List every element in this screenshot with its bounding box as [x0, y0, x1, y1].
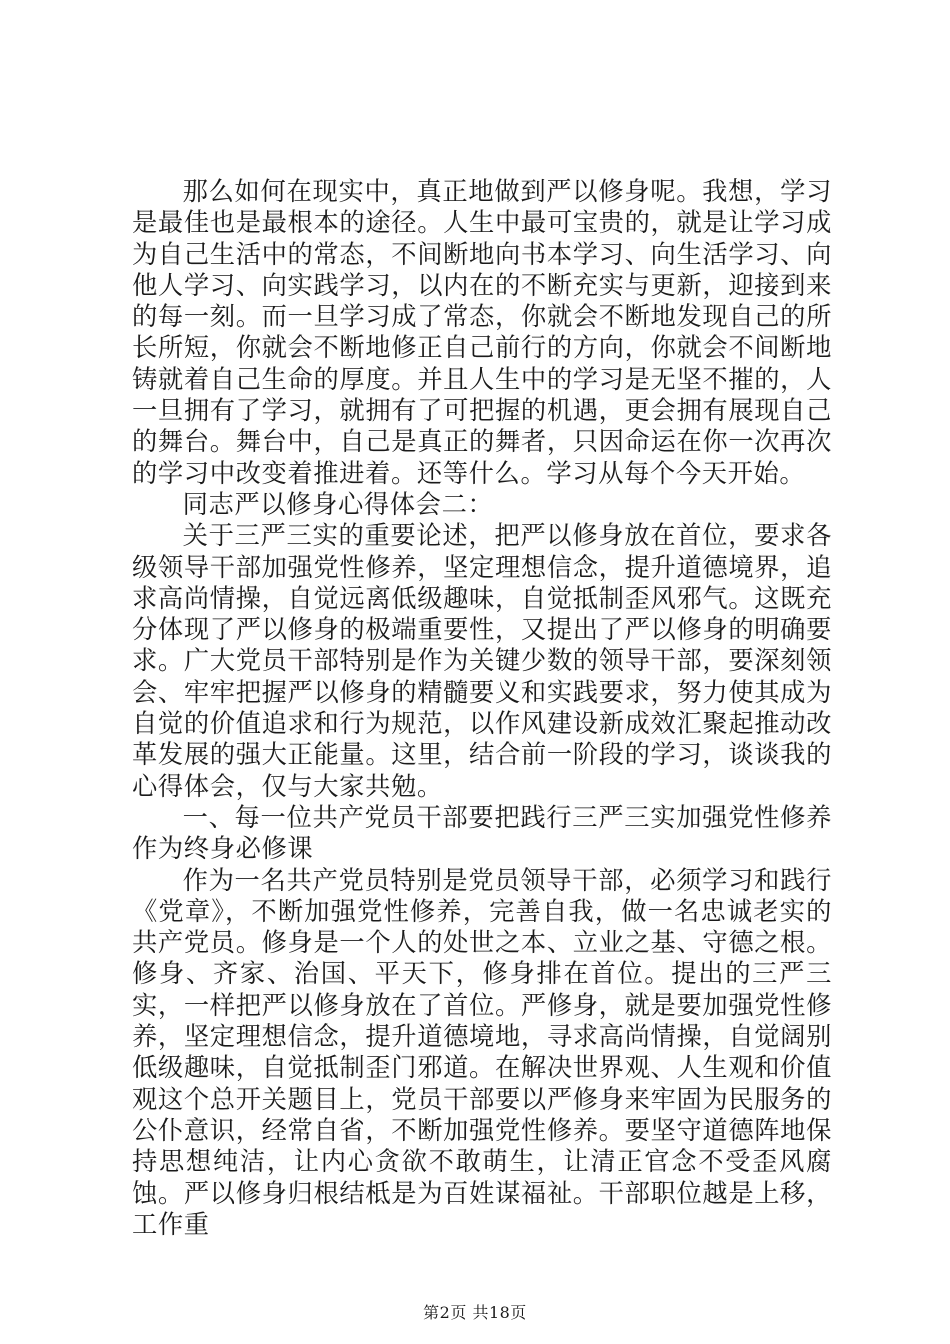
- paragraph-2: 关于三严三实的重要论述，把严以修身放在首位，要求各级领导干部加强党性修养，坚定理想信念，提升道德境界，追求高尚情操，自觉远离低级趣味，自觉抵制歪风邪气。这既充分体现了严以修身的极端重要性，又提出了严以修身的明确要求。广大党员干部特别是作为关键少数的领导干部，要深刻领会、牢牢把握严以修身的精髓要义和实践要求，努力使其成为自觉的价值追求和行为规范，以作风建设新成效汇聚起推动改革发展的强大正能量。这里，结合前一阶段的学习，谈谈我的心得体会，仅与大家共勉。: [132, 521, 832, 801]
- paragraph-3: 作为一名共产党员特别是党员领导干部，必须学习和践行《党章》，不断加强党性修养，完善自我，做一名忠诚老实的共产党员。修身是一个人的处世之本、立业之基、守德之根。修身、齐家、治国、平天下，修身排在首位。提出的三严三实，一样把严以修身放在了首位。严修身，就是要加强党性修养，坚定理想信念，提升道德境地，寻求高尚情操，自觉阔别低级趣味，自觉抵制歪门邪道。在解决世界观、人生观和价值观这个总开关题目上，党员干部要以严修身来牢固为民服务的公仆意识，经常自省，不断加强党性修养。要坚守道德阵地保持思想纯洁，让内心贪欲不敢萌生，让清正官念不受歪风腐蚀。严以修身归根结柢是为百姓谋福祉。干部职位越是上移，工作重: [132, 865, 832, 1239]
- section-heading-1: 一、每一位共产党员干部要把践行三严三实加强党性修养作为终身必修课: [132, 802, 832, 864]
- paragraph-1: 那么如何在现实中，真正地做到严以修身呢。我想，学习是最佳也是最根本的途径。人生中最可宝贵的，就是让学习成为自己生活中的常态，不间断地向书本学习、向生活学习、向他人学习、向实践学习，以内在的不断充实与更新，迎接到来的每一刻。而一旦学习成了常态，你就会不断地发现自己的所长所短，你就会不断地修正自己前行的方向，你就会不间断地铸就着自己生命的厚度。并且人生中的学习是无坚不摧的，人一旦拥有了学习，就拥有了可把握的机遇，更会拥有展现自己的舞台。舞台中，自己是真正的舞者，只因命运在你一次再次的学习中改变着推进着。还等什么。学习从每个今天开始。: [132, 177, 832, 488]
- document-body: [132, 176, 832, 1240]
- page-number-footer: 第2页 共18页: [423, 1303, 527, 1322]
- section-heading-2: 同志严以修身心得体会二：: [182, 489, 494, 519]
